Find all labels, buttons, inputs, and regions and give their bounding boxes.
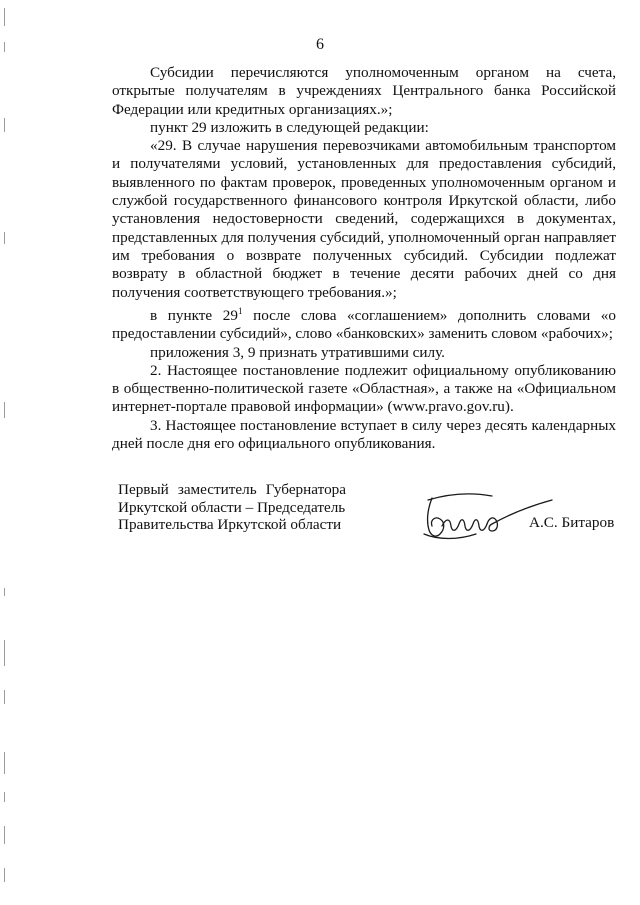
scan-mark xyxy=(4,42,5,52)
paragraph-point-29-1-amendment xyxy=(112,302,616,344)
signatory-name: А.С. Битаров xyxy=(529,514,615,531)
paragraph-point-29-text: «29. В случае нарушения перевозчиками автомобильным транспортом и получателями условий, установленных для предоставления субсидий, выявленного по фактам проверок, проведенных уполномоченным органом и службой государственного финансового контроля Иркутской области, либо установления недостоверности сведений, содержащихся в документах, представленных для получения субсидий, уполномоченный орган направляет им требования о возврате полученных субсидий. Субсидии подлежат возврату в областной бюджет в течение десяти рабочих дней со дня получения соответствующего требования.»; xyxy=(112,137,616,301)
scan-mark xyxy=(4,232,5,244)
paragraph-subsidy-transfer: Субсидии перечисляются уполномоченным органом на счета, открытые получателям в учреждениях Центрального банка Российской Федерации или кредитных организациях.»; xyxy=(112,64,616,118)
page-number: 6 xyxy=(316,36,324,53)
scan-mark xyxy=(4,792,5,802)
scan-mark xyxy=(4,690,5,704)
paragraph-publication: 2. Настоящее постановление подлежит официальному опубликованию в общественно-политической газете «Областная», а также на «Официальном интернет-портале правовой информации» (www.pravo.gov.ru). xyxy=(112,361,616,416)
paragraph-entry-into-force: 3. Настоящее постановление вступает в силу через десять календарных дней после дня его официального опубликования. xyxy=(112,416,616,452)
signatory-position-line-3: Правительства Иркутской области xyxy=(118,516,342,533)
signatory-position xyxy=(118,481,378,534)
left-margin-scan-marks xyxy=(4,0,7,905)
scan-mark xyxy=(4,588,5,596)
amendment-text-after: после слова «соглашением» дополнить словами «о предоставлении субсидий», слово «банковских» заменить словом «рабочих»; xyxy=(112,306,616,343)
signatory-position-line-1: Первый заместитель Губернатора xyxy=(118,481,346,498)
scan-mark xyxy=(4,402,5,418)
paragraph-appendices-void: приложения 3, 9 признать утратившими силу. xyxy=(150,343,445,361)
scan-mark xyxy=(4,8,5,26)
scan-mark xyxy=(4,640,5,666)
amendment-superscript: 1 xyxy=(237,305,243,316)
scan-mark xyxy=(4,752,5,774)
scan-mark xyxy=(4,826,5,844)
signatory-position-line-2: Иркутской области – Председатель xyxy=(118,498,346,516)
scan-mark xyxy=(4,868,5,882)
amendment-text-before: в пункте 29 xyxy=(150,306,238,324)
paragraph-point-29-intro: пункт 29 изложить в следующей редакции: xyxy=(150,118,429,136)
document-body xyxy=(112,64,616,453)
scan-mark xyxy=(4,118,5,132)
